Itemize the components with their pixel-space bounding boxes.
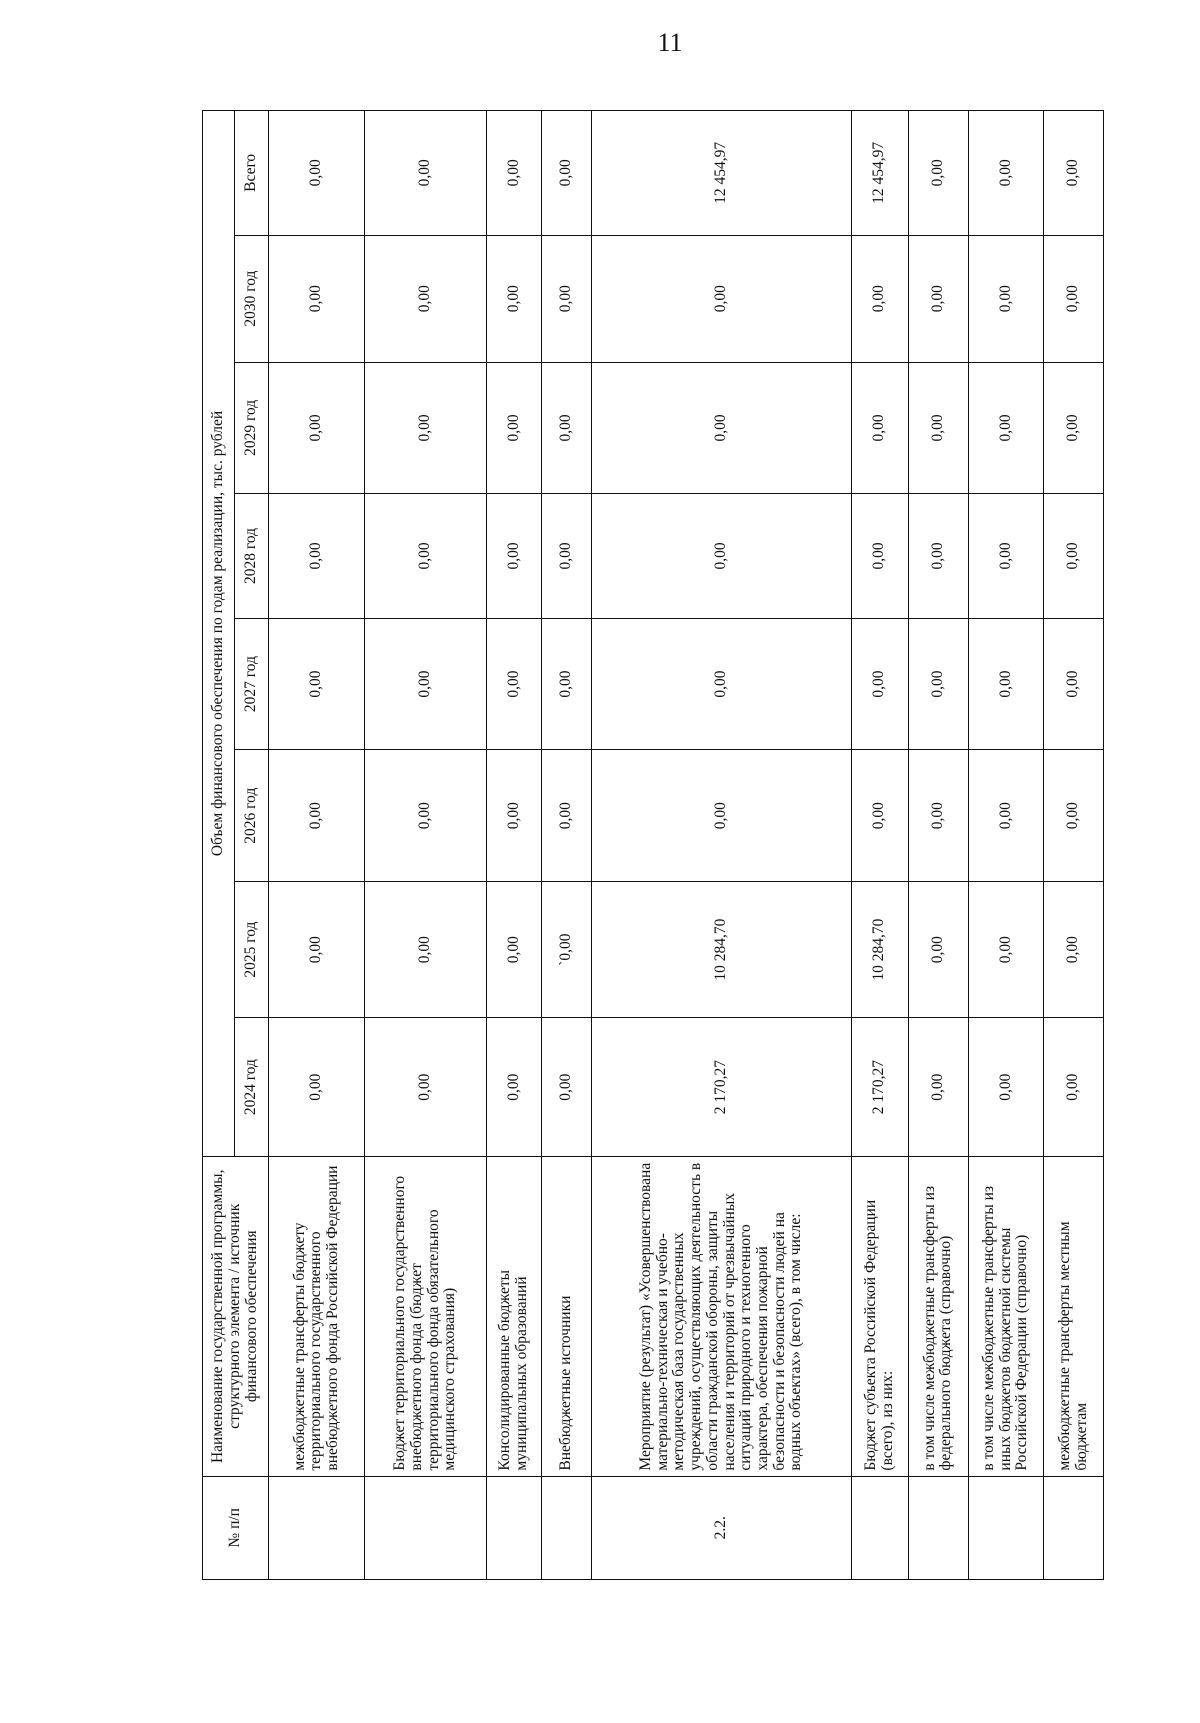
row-value: 0,00 bbox=[486, 111, 541, 236]
row-value: 0,00 bbox=[968, 1018, 1044, 1157]
row-value: 0,00 bbox=[968, 494, 1044, 619]
row-value: 0,00 bbox=[1044, 881, 1104, 1017]
row-value: 0,00 bbox=[541, 1018, 591, 1157]
row-name: в том числе межбюджетные трансферты из федерального бюджета (справочно) bbox=[908, 1156, 968, 1476]
row-value: 0,00 bbox=[968, 618, 1044, 750]
header-year: 2024 год bbox=[235, 1018, 269, 1157]
row-value: 0,00 bbox=[908, 494, 968, 619]
row-value: 12 454,97 bbox=[851, 111, 908, 236]
row-name: Консолидированные бюджеты муниципальных образований bbox=[486, 1156, 541, 1476]
row-value: 0,00 bbox=[968, 362, 1044, 494]
table-row bbox=[968, 111, 1044, 1580]
row-value: 0,00 bbox=[486, 618, 541, 750]
header-year: 2027 год bbox=[235, 618, 269, 750]
row-value: 10 284,70 bbox=[851, 881, 908, 1017]
row-value: 0,00 bbox=[541, 235, 591, 362]
row-name: Внебюджетные источники bbox=[541, 1156, 591, 1476]
row-value: 0,00 bbox=[968, 881, 1044, 1017]
row-value: 0,00 bbox=[908, 362, 968, 494]
header-year: 2026 год bbox=[235, 750, 269, 882]
row-value: 0,00 bbox=[365, 750, 487, 882]
row-value: 0,00 bbox=[486, 1018, 541, 1157]
row-value: 0,00 bbox=[851, 362, 908, 494]
row-name: Мероприятие (результат) «Усовершенствована материально-техническая и учебно-методическая база государственных учреждений, осуществляющих деятельность в области гражданской обороны, защиты населения и территорий от чрезвычайных ситуаций природного и техногенного характера, обеспечения пожарной безопасности и безопасности людей на водных объектах» (всего), в том числе: bbox=[592, 1156, 851, 1476]
row-index bbox=[541, 1476, 591, 1579]
row-index bbox=[486, 1476, 541, 1579]
row-value: 0,00 bbox=[269, 750, 365, 882]
row-value: 0,00 bbox=[851, 618, 908, 750]
row-value: 0,00 bbox=[1044, 235, 1104, 362]
row-value: 0,00 bbox=[541, 362, 591, 494]
row-value: `0,00 bbox=[541, 881, 591, 1017]
row-value: 0,00 bbox=[908, 750, 968, 882]
header-num: № п/п bbox=[203, 1476, 269, 1579]
row-index bbox=[851, 1476, 908, 1579]
table-row bbox=[486, 111, 541, 1580]
row-value: 0,00 bbox=[1044, 362, 1104, 494]
row-name: Бюджет субъекта Российской Федерации (всего), из них: bbox=[851, 1156, 908, 1476]
row-index bbox=[968, 1476, 1044, 1579]
row-value: 0,00 bbox=[908, 111, 968, 236]
table-row bbox=[908, 111, 968, 1580]
row-value: 0,00 bbox=[269, 494, 365, 619]
row-value: 0,00 bbox=[592, 362, 851, 494]
header-year: 2030 год bbox=[235, 235, 269, 362]
row-value: 0,00 bbox=[486, 494, 541, 619]
row-index bbox=[365, 1476, 487, 1579]
row-value: 0,00 bbox=[968, 111, 1044, 236]
row-value: 0,00 bbox=[486, 362, 541, 494]
row-value: 0,00 bbox=[269, 1018, 365, 1157]
row-value: 0,00 bbox=[1044, 750, 1104, 882]
row-value: 0,00 bbox=[365, 1018, 487, 1157]
row-value: 0,00 bbox=[851, 235, 908, 362]
row-value: 0,00 bbox=[269, 235, 365, 362]
header-row-1 bbox=[203, 111, 235, 1580]
row-name: межбюджетные трансферты бюджету территориального государственного внебюджетного фонда Российской Федерации bbox=[269, 1156, 365, 1476]
row-value: 0,00 bbox=[269, 618, 365, 750]
row-value: 0,00 bbox=[908, 1018, 968, 1157]
row-index bbox=[1044, 1476, 1104, 1579]
row-index bbox=[269, 1476, 365, 1579]
row-index bbox=[908, 1476, 968, 1579]
table-row bbox=[269, 111, 365, 1580]
row-value: 0,00 bbox=[908, 881, 968, 1017]
row-value: 2 170,27 bbox=[592, 1018, 851, 1157]
table-row bbox=[541, 111, 591, 1580]
row-value: 0,00 bbox=[269, 362, 365, 494]
row-value: 0,00 bbox=[365, 494, 487, 619]
row-value: 10 284,70 bbox=[592, 881, 851, 1017]
row-value: 0,00 bbox=[592, 750, 851, 882]
header-volume-group: Объем финансового обеспечения по годам реализации, тыс. рублей bbox=[203, 111, 235, 1157]
table-row bbox=[365, 111, 487, 1580]
header-name: Наименование государственной программы, структурного элемента / источник финансового обеспечения bbox=[203, 1156, 269, 1476]
header-year: 2028 год bbox=[235, 494, 269, 619]
page-number: 11 bbox=[657, 28, 683, 57]
row-value: 0,00 bbox=[968, 235, 1044, 362]
row-value: 0,00 bbox=[541, 494, 591, 619]
row-value: 0,00 bbox=[486, 881, 541, 1017]
table-row bbox=[1044, 111, 1104, 1580]
header-year: 2025 год bbox=[235, 881, 269, 1017]
row-value: 0,00 bbox=[486, 750, 541, 882]
row-value: 0,00 bbox=[1044, 1018, 1104, 1157]
row-value: 0,00 bbox=[541, 618, 591, 750]
rotated-table-container bbox=[202, 110, 1104, 1580]
row-name: межбюджетные трансферты местным бюджетам bbox=[1044, 1156, 1104, 1476]
row-value: 0,00 bbox=[1044, 494, 1104, 619]
row-value: 0,00 bbox=[365, 618, 487, 750]
row-value: 0,00 bbox=[269, 111, 365, 236]
row-value: 0,00 bbox=[592, 494, 851, 619]
table-row bbox=[592, 111, 851, 1580]
header-total: Всего bbox=[235, 111, 269, 236]
row-value: 0,00 bbox=[1044, 618, 1104, 750]
row-value: 0,00 bbox=[365, 881, 487, 1017]
row-index: 2.2. bbox=[592, 1476, 851, 1579]
row-name: в том числе межбюджетные трансферты из иных бюджетов бюджетной системы Российской Федерации (справочно) bbox=[968, 1156, 1044, 1476]
row-value: 0,00 bbox=[908, 618, 968, 750]
row-value: 0,00 bbox=[592, 235, 851, 362]
row-value: 0,00 bbox=[365, 111, 487, 236]
row-value: 0,00 bbox=[851, 750, 908, 882]
table-row bbox=[851, 111, 908, 1580]
row-value: 12 454,97 bbox=[592, 111, 851, 236]
row-value: 0,00 bbox=[968, 750, 1044, 882]
row-value: 0,00 bbox=[269, 881, 365, 1017]
row-value: 0,00 bbox=[486, 235, 541, 362]
header-year: 2029 год bbox=[235, 362, 269, 494]
row-name: Бюджет территориального государственного внебюджетного фонда (бюджет территориального фонда обязательного медицинского страхования) bbox=[365, 1156, 487, 1476]
row-value: 0,00 bbox=[541, 750, 591, 882]
row-value: 0,00 bbox=[541, 111, 591, 236]
row-value: 0,00 bbox=[851, 494, 908, 619]
financing-table bbox=[202, 110, 1104, 1580]
row-value: 0,00 bbox=[908, 235, 968, 362]
row-value: 0,00 bbox=[1044, 111, 1104, 236]
row-value: 0,00 bbox=[365, 362, 487, 494]
row-value: 0,00 bbox=[365, 235, 487, 362]
row-value: 2 170,27 bbox=[851, 1018, 908, 1157]
row-value: 0,00 bbox=[592, 618, 851, 750]
